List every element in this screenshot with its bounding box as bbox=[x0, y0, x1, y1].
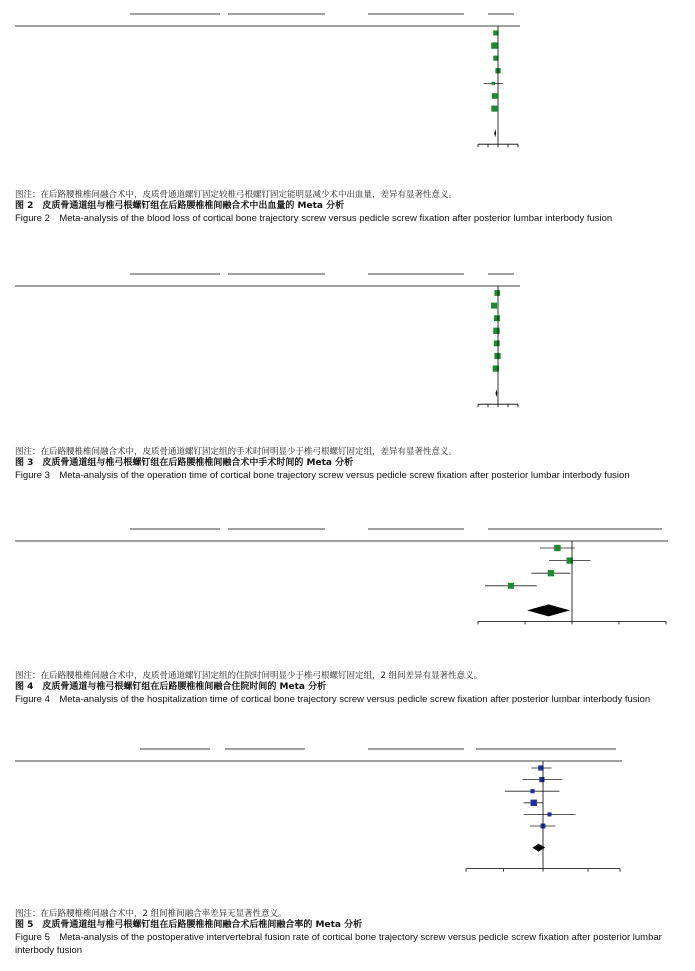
forest-plot bbox=[0, 515, 695, 675]
study-point bbox=[538, 765, 543, 770]
figure-3 bbox=[0, 260, 695, 515]
study-point bbox=[494, 340, 500, 346]
study-point bbox=[530, 789, 534, 793]
pooled-diamond bbox=[494, 129, 496, 137]
study-point bbox=[494, 290, 500, 296]
study-point bbox=[554, 545, 560, 551]
figure-note: 图注：在后路腰椎椎间融合术中，2 组间椎间融合率差异无显著性意义。 bbox=[15, 909, 287, 919]
caption-en: Figure 3 Meta-analysis of the operation time of cortical bone trajectory screw versus pedicle screw fixation after posterior lumbar interbody fusion bbox=[15, 470, 630, 482]
study-point bbox=[493, 328, 499, 334]
figure-5 bbox=[0, 735, 695, 971]
pooled-diamond bbox=[527, 604, 570, 616]
caption-cn: 图 4 皮质骨通道与椎弓根螺钉组在后路腰椎椎间融合住院时间的 Meta 分析 bbox=[15, 682, 327, 693]
study-point bbox=[531, 800, 537, 806]
study-point bbox=[491, 106, 497, 112]
forest-plot bbox=[0, 0, 695, 200]
caption-cn: 图 5 皮质骨通道组与椎弓根螺钉组在后路腰椎椎间融合术后椎间融合率的 Meta 分析 bbox=[15, 920, 363, 931]
pooled-diamond bbox=[496, 389, 498, 397]
study-point bbox=[547, 812, 551, 816]
study-point bbox=[508, 583, 514, 589]
figure-4 bbox=[0, 515, 695, 735]
figure-2 bbox=[0, 0, 695, 260]
study-point bbox=[548, 570, 554, 576]
figure-note: 图注：在后路腰椎椎间融合术中，皮质骨通道螺钉固定组的手术时间明显少于椎弓根螺钉固定组，差异有显著性意义。 bbox=[15, 447, 458, 457]
study-point bbox=[494, 315, 500, 321]
caption-en: Figure 5 Meta-analysis of the postoperative intervertebral fusion rate of cortical bone trajectory screw versus pedicle screw fixation after posterior lumbar interbody fusion bbox=[15, 932, 662, 956]
study-point bbox=[492, 82, 495, 85]
study-point bbox=[492, 93, 498, 99]
study-point bbox=[494, 353, 500, 359]
caption-en: Figure 2 Meta-analysis of the blood loss of cortical bone trajectory screw versus pedicle screw fixation after posterior lumbar interbody fusion bbox=[15, 213, 613, 225]
forest-plot bbox=[0, 260, 695, 460]
forest-plot bbox=[0, 735, 695, 910]
study-point bbox=[491, 42, 497, 48]
study-point bbox=[491, 303, 497, 309]
study-point bbox=[539, 777, 544, 782]
figure-note: 图注：在后路腰椎椎间融合术中，皮质骨通道螺钉固定较椎弓根螺钉固定能明显减少术中出血量，差异有显著性意义。 bbox=[15, 190, 458, 200]
figure-note: 图注：在后路腰椎椎间融合术中，皮质骨通道螺钉固定组的住院时间明显少于椎弓根螺钉固定组，2 组间差异有显著性意义。 bbox=[15, 671, 483, 681]
caption-en: Figure 4 Meta-analysis of the hospitalization time of cortical bone trajectory screw versus pedicle screw fixation after posterior lumbar interbody fusion bbox=[15, 694, 651, 706]
study-point bbox=[493, 31, 498, 36]
caption-cn: 图 2 皮质骨通道组与椎弓根螺钉组在后路腰椎椎间融合术中出血量的 Meta 分析 bbox=[15, 201, 345, 212]
caption-cn: 图 3 皮质骨通道组与椎弓根螺钉组在后路腰椎椎间融合术中手术时间的 Meta 分析 bbox=[15, 458, 354, 469]
